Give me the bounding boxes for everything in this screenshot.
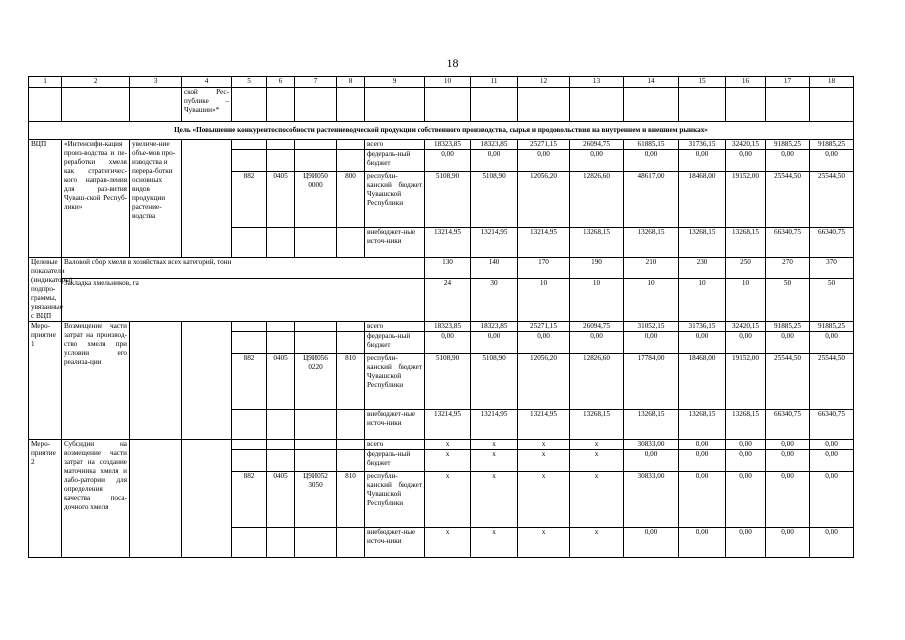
empty-cell: [232, 88, 267, 122]
column-number-cell: 6: [267, 77, 295, 88]
value-cell: 25271,15: [518, 322, 570, 332]
column-number-cell: 12: [518, 77, 570, 88]
vr-code: 800: [337, 172, 365, 228]
empty-cell: [295, 322, 337, 332]
value-cell: 30833,00: [624, 440, 679, 450]
continuation-row: [29, 88, 854, 122]
value-cell: 91885,25: [766, 140, 810, 150]
value-cell: x: [471, 528, 518, 558]
value-cell: 0,00: [518, 332, 570, 354]
value-cell: 25544,50: [766, 354, 810, 410]
empty-cell: [267, 322, 295, 332]
value-cell: 270: [766, 258, 810, 279]
funding-source: республи-канский бюджет Чувашской Республики: [365, 354, 425, 410]
value-cell: 32420,15: [726, 322, 766, 332]
value-cell: 30833,00: [624, 472, 679, 528]
value-cell: 66340,75: [810, 410, 854, 440]
value-cell: 12056,20: [518, 172, 570, 228]
value-cell: x: [425, 440, 471, 450]
csr-code: Ц9И050 0000: [295, 172, 337, 228]
value-cell: 66340,75: [766, 228, 810, 258]
value-cell: 0,00: [726, 528, 766, 558]
value-cell: 140: [471, 258, 518, 279]
funding-source: внебюджет-ные источ-ники: [365, 410, 425, 440]
value-cell: x: [518, 472, 570, 528]
column-number-cell: 1: [29, 77, 62, 88]
m2-goal-cell: [130, 440, 182, 558]
empty-cell: [337, 440, 365, 450]
value-cell: 50: [766, 279, 810, 322]
empty-cell: [267, 450, 295, 472]
vcp-label: ВЦП: [29, 140, 62, 258]
rzpr-code: 0405: [267, 172, 295, 228]
column-number-cell: 4: [182, 77, 232, 88]
empty-cell: [337, 450, 365, 472]
column-number-cell: 15: [679, 77, 726, 88]
value-cell: 13214,95: [518, 228, 570, 258]
empty-cell: [810, 88, 854, 122]
funding-source: республи-канский бюджет Чувашской Республики: [365, 172, 425, 228]
value-cell: 5108,90: [425, 354, 471, 410]
value-cell: 5108,90: [425, 172, 471, 228]
value-cell: 0,00: [624, 528, 679, 558]
value-cell: 30: [471, 279, 518, 322]
empty-cell: [365, 88, 425, 122]
value-cell: 91885,25: [810, 322, 854, 332]
column-number-cell: 8: [337, 77, 365, 88]
empty-cell: [337, 228, 365, 258]
value-cell: 61885,15: [624, 140, 679, 150]
value-cell: 48617,00: [624, 172, 679, 228]
funding-source: всего: [365, 140, 425, 150]
indicator-row: [29, 258, 854, 279]
empty-cell: [232, 140, 267, 150]
value-cell: x: [471, 472, 518, 528]
value-cell: 10: [570, 279, 624, 322]
grbs-code: 882: [232, 472, 267, 528]
m2-row: [29, 440, 854, 450]
vcp-row: [29, 140, 854, 150]
empty-cell: [726, 88, 766, 122]
value-cell: 10: [624, 279, 679, 322]
value-cell: 25544,50: [766, 172, 810, 228]
empty-cell: [267, 440, 295, 450]
goal-row: [29, 122, 854, 140]
column-number-cell: 7: [295, 77, 337, 88]
value-cell: x: [425, 450, 471, 472]
value-cell: 0,00: [679, 150, 726, 172]
empty-cell: [337, 88, 365, 122]
value-cell: 0,00: [766, 450, 810, 472]
value-cell: 170: [518, 258, 570, 279]
vr-code: 810: [337, 354, 365, 410]
empty-cell: [295, 332, 337, 354]
page-number: 18: [446, 56, 459, 70]
grbs-code: 882: [232, 354, 267, 410]
value-cell: 0,00: [679, 472, 726, 528]
funding-source: всего: [365, 322, 425, 332]
value-cell: 0,00: [624, 150, 679, 172]
value-cell: x: [471, 440, 518, 450]
csr-code: Ц9И052 3050: [295, 472, 337, 528]
value-cell: 12056,20: [518, 354, 570, 410]
value-cell: 66340,75: [766, 410, 810, 440]
column-number-cell: 2: [62, 77, 130, 88]
indicator-name: Закладка хмельников, га: [62, 279, 425, 322]
empty-cell: [337, 140, 365, 150]
column-number-cell: 17: [766, 77, 810, 88]
value-cell: 210: [624, 258, 679, 279]
empty-cell: [295, 140, 337, 150]
column-number-cell: 9: [365, 77, 425, 88]
continuation-text: ской Рес-публике – Чувашии»*: [182, 88, 232, 122]
empty-cell: [337, 410, 365, 440]
m1-name: Возмещение части затрат на производ-ство хмеля при условии его реализа-ции: [62, 322, 130, 440]
empty-cell: [267, 410, 295, 440]
value-cell: 12826,60: [570, 354, 624, 410]
empty-cell: [267, 228, 295, 258]
funding-source: федераль-ный бюджет: [365, 332, 425, 354]
empty-cell: [337, 528, 365, 558]
value-cell: 0,00: [624, 450, 679, 472]
value-cell: 13268,15: [570, 228, 624, 258]
value-cell: x: [570, 450, 624, 472]
value-cell: 18323,85: [471, 140, 518, 150]
value-cell: 19152,00: [726, 354, 766, 410]
funding-source: всего: [365, 440, 425, 450]
empty-cell: [425, 88, 471, 122]
empty-cell: [295, 450, 337, 472]
value-cell: 25544,50: [810, 354, 854, 410]
empty-cell: [337, 332, 365, 354]
empty-cell: [624, 88, 679, 122]
indicator-row: [29, 279, 854, 322]
value-cell: x: [425, 528, 471, 558]
value-cell: 0,00: [766, 440, 810, 450]
value-cell: 66340,75: [810, 228, 854, 258]
rzpr-code: 0405: [267, 472, 295, 528]
value-cell: 0,00: [726, 440, 766, 450]
value-cell: x: [518, 528, 570, 558]
empty-cell: [232, 440, 267, 450]
value-cell: 13214,95: [471, 410, 518, 440]
value-cell: 31736,15: [679, 322, 726, 332]
value-cell: 10: [518, 279, 570, 322]
empty-cell: [471, 88, 518, 122]
value-cell: 24: [425, 279, 471, 322]
csr-code: Ц9И056 0220: [295, 354, 337, 410]
m2-label: Меро-приятие 2: [29, 440, 62, 558]
empty-cell: [232, 150, 267, 172]
empty-cell: [29, 88, 62, 122]
column-number-cell: 13: [570, 77, 624, 88]
empty-cell: [267, 140, 295, 150]
value-cell: 19152,00: [726, 172, 766, 228]
value-cell: 91885,25: [766, 322, 810, 332]
value-cell: 0,00: [518, 150, 570, 172]
empty-cell: [295, 440, 337, 450]
funding-source: федераль-ный бюджет: [365, 450, 425, 472]
value-cell: 17784,00: [624, 354, 679, 410]
m1-goal-cell: [130, 322, 182, 440]
value-cell: 250: [726, 258, 766, 279]
value-cell: 13268,15: [726, 228, 766, 258]
value-cell: 18323,85: [425, 322, 471, 332]
value-cell: 370: [810, 258, 854, 279]
value-cell: 18323,85: [471, 322, 518, 332]
value-cell: 0,00: [810, 450, 854, 472]
empty-cell: [267, 332, 295, 354]
column-number-cell: 10: [425, 77, 471, 88]
empty-cell: [570, 88, 624, 122]
m1-label: Меро-приятие 1: [29, 322, 62, 440]
value-cell: 13268,15: [679, 410, 726, 440]
empty-cell: [267, 528, 295, 558]
value-cell: 0,00: [679, 528, 726, 558]
funding-source: республи-канский бюджет Чувашской Республики: [365, 472, 425, 528]
value-cell: 0,00: [810, 332, 854, 354]
value-cell: 31736,15: [679, 140, 726, 150]
value-cell: 0,00: [766, 528, 810, 558]
funding-source: федераль-ный бюджет: [365, 150, 425, 172]
empty-cell: [232, 410, 267, 440]
column-number-cell: 16: [726, 77, 766, 88]
empty-cell: [182, 140, 232, 258]
header-row: [29, 77, 854, 88]
value-cell: 0,00: [471, 150, 518, 172]
value-cell: 18323,85: [425, 140, 471, 150]
value-cell: 0,00: [810, 150, 854, 172]
empty-cell: [232, 450, 267, 472]
empty-cell: [232, 528, 267, 558]
value-cell: 18468,00: [679, 172, 726, 228]
value-cell: 13268,15: [624, 228, 679, 258]
value-cell: 13268,15: [624, 410, 679, 440]
indicators-label: Целевые показатели (индикаторы) подпро-граммы, увязанные с ВЦП: [29, 258, 62, 322]
goal-title: Цель «Повышение конкурентоспособности растениеводческой продукции собственного производства, сырья и продовольствия на внутреннем и внешнем рынках»: [29, 122, 854, 140]
value-cell: 0,00: [810, 440, 854, 450]
value-cell: 0,00: [679, 332, 726, 354]
value-cell: 25544,50: [810, 172, 854, 228]
funding-source: внебюджет-ные источ-ники: [365, 528, 425, 558]
empty-cell: [130, 88, 182, 122]
value-cell: 0,00: [425, 332, 471, 354]
value-cell: 13268,15: [679, 228, 726, 258]
value-cell: 12826,60: [570, 172, 624, 228]
value-cell: 5108,90: [471, 172, 518, 228]
value-cell: 0,00: [810, 528, 854, 558]
empty-cell: [295, 410, 337, 440]
value-cell: 18468,00: [679, 354, 726, 410]
budget-table: [28, 76, 854, 558]
column-number-cell: 3: [130, 77, 182, 88]
value-cell: 10: [679, 279, 726, 322]
value-cell: 50: [810, 279, 854, 322]
empty-cell: [182, 440, 232, 558]
vr-code: 810: [337, 472, 365, 528]
value-cell: x: [518, 440, 570, 450]
grbs-code: 882: [232, 172, 267, 228]
empty-cell: [295, 150, 337, 172]
empty-cell: [337, 150, 365, 172]
value-cell: 13214,95: [518, 410, 570, 440]
value-cell: 13214,95: [425, 228, 471, 258]
empty-cell: [766, 88, 810, 122]
value-cell: 0,00: [726, 472, 766, 528]
value-cell: x: [570, 472, 624, 528]
value-cell: 91885,25: [810, 140, 854, 150]
empty-cell: [295, 228, 337, 258]
value-cell: 13214,95: [471, 228, 518, 258]
empty-cell: [232, 228, 267, 258]
value-cell: 31052,15: [624, 322, 679, 332]
value-cell: 10: [726, 279, 766, 322]
empty-cell: [62, 88, 130, 122]
value-cell: 0,00: [766, 332, 810, 354]
value-cell: 0,00: [766, 472, 810, 528]
value-cell: 0,00: [570, 150, 624, 172]
vcp-goal-cell: увеличе-ние объе-мов про-изводства и перера-ботки основных видов продукции растение-водства: [130, 140, 182, 258]
empty-cell: [232, 322, 267, 332]
value-cell: 0,00: [810, 472, 854, 528]
value-cell: 26094,75: [570, 322, 624, 332]
funding-source: внебюджет-ные источ-ники: [365, 228, 425, 258]
empty-cell: [267, 88, 295, 122]
empty-cell: [679, 88, 726, 122]
empty-cell: [295, 528, 337, 558]
vcp-name: «Интенсифи-кация произ-водства и пе-реработки хмеля как стратегичес-кого направ-ления для раз-вития Чуваш-ской Респуб-лики»: [62, 140, 130, 258]
value-cell: 0,00: [624, 332, 679, 354]
column-number-cell: 11: [471, 77, 518, 88]
value-cell: 5108,90: [471, 354, 518, 410]
value-cell: 13214,95: [425, 410, 471, 440]
empty-cell: [337, 322, 365, 332]
value-cell: 0,00: [471, 332, 518, 354]
m2-name: Субсидии на возмещение части затрат на создание маточника хмеля и лабо-ратории для определения качества поса-дочного хмеля: [62, 440, 130, 558]
column-number-cell: 18: [810, 77, 854, 88]
value-cell: 0,00: [570, 332, 624, 354]
value-cell: x: [570, 528, 624, 558]
empty-cell: [232, 332, 267, 354]
value-cell: x: [425, 472, 471, 528]
value-cell: x: [570, 440, 624, 450]
value-cell: 13268,15: [726, 410, 766, 440]
empty-cell: [295, 88, 337, 122]
value-cell: 0,00: [425, 150, 471, 172]
indicator-name: Валовой сбор хмеля в хозяйствах всех категорий, тонн: [62, 258, 425, 279]
empty-cell: [182, 322, 232, 440]
rzpr-code: 0405: [267, 354, 295, 410]
empty-cell: [267, 150, 295, 172]
value-cell: 190: [570, 258, 624, 279]
column-number-cell: 14: [624, 77, 679, 88]
value-cell: 25271,15: [518, 140, 570, 150]
value-cell: 0,00: [679, 450, 726, 472]
value-cell: 32420,15: [726, 140, 766, 150]
value-cell: 0,00: [679, 440, 726, 450]
column-number-cell: 5: [232, 77, 267, 88]
value-cell: x: [471, 450, 518, 472]
empty-cell: [518, 88, 570, 122]
m1-row: [29, 322, 854, 332]
value-cell: 26094,75: [570, 140, 624, 150]
value-cell: 230: [679, 258, 726, 279]
value-cell: 13268,15: [570, 410, 624, 440]
value-cell: 0,00: [726, 450, 766, 472]
value-cell: x: [518, 450, 570, 472]
value-cell: 0,00: [726, 150, 766, 172]
value-cell: 130: [425, 258, 471, 279]
value-cell: 0,00: [766, 150, 810, 172]
value-cell: 0,00: [726, 332, 766, 354]
